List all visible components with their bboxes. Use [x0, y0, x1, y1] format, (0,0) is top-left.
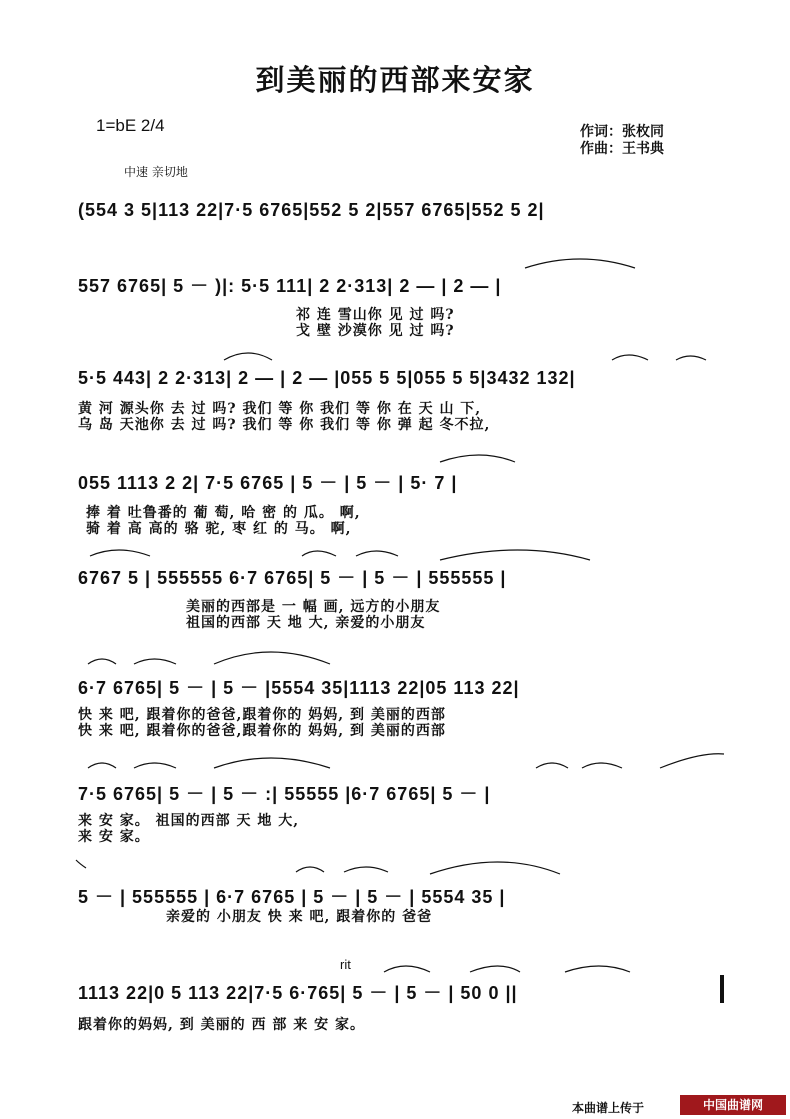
score-row-5-lyric-1: 美丽的西部是 一 幅 画, 远方的小朋友 [186, 599, 441, 615]
tempo-marking: 中速 亲切地 [124, 165, 188, 179]
slur [470, 966, 520, 972]
site-logo[interactable]: 中国曲谱网 [680, 1095, 786, 1115]
score-row-5-notes: 6767 5 | 555555 6·7 6765| 5 － | 5 － | 555555 | [78, 568, 507, 588]
slur [134, 763, 176, 768]
score-row-8-notes: 5 － | 555555 | 6·7 6765 | 5 － | 5 － | 5554 35 | [78, 887, 506, 907]
slur [90, 550, 150, 556]
score-row-6-notes: 6·7 6765| 5 － | 5 － |5554 35|1113 22|05 113 22| [78, 678, 520, 698]
score-row-6-lyric-1: 快 来 吧, 跟着你的爸爸,跟着你的 妈妈, 到 美丽的西部 [78, 707, 446, 723]
slur [536, 763, 568, 768]
score-row-7-lyric-2: 来 安 家。 [78, 829, 150, 845]
slur [302, 551, 336, 556]
slur [612, 355, 648, 360]
slur [582, 763, 622, 768]
score-row-5-lyric-2: 祖国的西部 天 地 大, 亲爱的小朋友 [186, 615, 426, 631]
slur [440, 455, 515, 462]
rit-marking: rit [340, 957, 351, 972]
slur [88, 659, 116, 664]
score-row-3-lyric-2: 乌 岛 天池你 去 过 吗? 我们 等 你 我们 等 你 弹 起 冬不拉, [78, 417, 491, 433]
slur [88, 763, 116, 768]
score-row-3-lyric-1: 黄 河 源头你 去 过 吗? 我们 等 你 我们 等 你 在 天 山 下, [78, 401, 482, 417]
slur [440, 550, 590, 560]
score-row-2-notes: 557 6765| 5 － )|: 5·5 111| 2 2·313| 2 — | 2 — | [78, 276, 502, 296]
score-row-9-lyric-1: 跟着你的妈妈, 到 美丽的 西 部 来 安 家。 [78, 1017, 365, 1033]
slur [214, 652, 330, 664]
score-row-2-lyric-1: 祁 连 雪山你 见 过 吗? [296, 307, 455, 323]
score-row-1-notes: (554 3 5|113 22|7·5 6765|552 5 2|557 6765|552 5 2| [78, 200, 545, 220]
score-row-2-lyric-2: 戈 壁 沙漠你 见 过 吗? [296, 323, 455, 339]
slur [525, 259, 635, 268]
slur [676, 356, 706, 360]
slur [214, 758, 330, 768]
score-row-4-lyric-2: 骑 着 高 高的 骆 驼, 枣 红 的 马。 啊, [86, 521, 352, 537]
composer: 作曲：王书典 [580, 141, 664, 157]
key-signature: 1=bE 2/4 [96, 116, 165, 135]
slur [134, 659, 176, 664]
score-row-6-lyric-2: 快 来 吧, 跟着你的爸爸,跟着你的 妈妈, 到 美丽的西部 [78, 723, 446, 739]
score-row-3-notes: 5·5 443| 2 2·313| 2 — | 2 — |055 5 5|055 5 5|3432 132| [78, 368, 576, 388]
footer-text: 本曲谱上传于 [572, 1101, 645, 1115]
score-row-7-lyric-1: 来 安 家。 祖国的西部 天 地 大, [78, 813, 300, 829]
score-row-9-notes: 1113 22|0 5 113 22|7·5 6·765| 5 － | 5 － | 50 0 || [78, 983, 518, 1003]
lyricist: 作词：张枚同 [580, 124, 664, 140]
score-row-8-lyric-1: 亲爱的 小朋友 快 来 吧, 跟着你的 爸爸 [166, 909, 433, 925]
score-title: 到美丽的西部来安家 [255, 63, 535, 97]
final-barline [720, 975, 724, 1003]
slur [224, 353, 272, 360]
slur [76, 860, 86, 868]
score-row-4-notes: 055 1113 2 2| 7·5 6765 | 5 － | 5 － | 5· 7 | [78, 473, 458, 493]
slur [344, 867, 388, 872]
slur [356, 551, 398, 556]
slur [565, 966, 630, 972]
slur [660, 754, 724, 768]
slur [430, 862, 560, 874]
slur [384, 966, 430, 972]
slur [296, 867, 324, 872]
score-row-7-notes: 7·5 6765| 5 － | 5 － :| 55555 |6·7 6765| 5 － | [78, 784, 491, 804]
score-row-4-lyric-1: 捧 着 吐鲁番的 葡 萄, 哈 密 的 瓜。 啊, [86, 505, 361, 521]
